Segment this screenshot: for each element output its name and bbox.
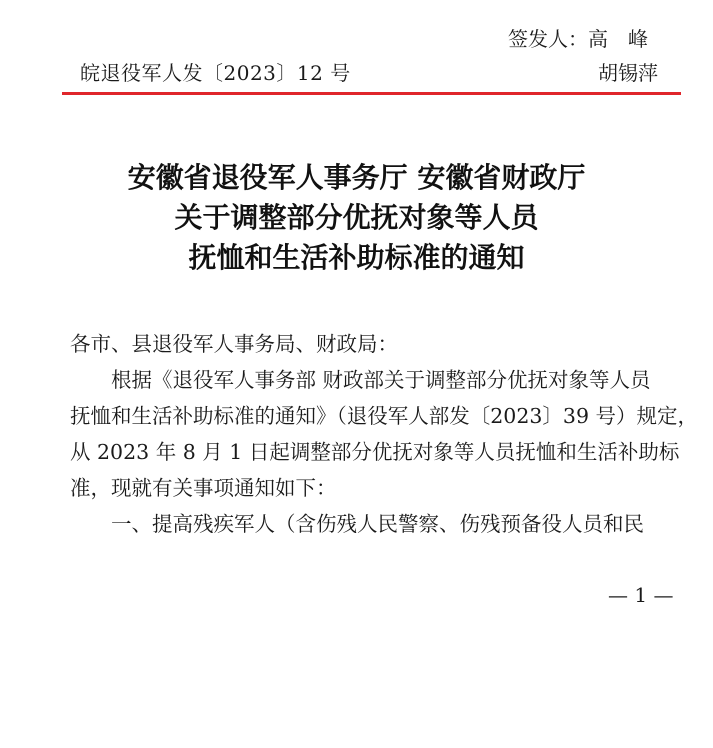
- page-number: — 1 —: [608, 583, 674, 607]
- paragraph-1-line-3: 从 2023 年 8 月 1 日起调整部分优抚对象等人员抚恤和生活补助标: [70, 440, 680, 464]
- paragraph-2-line-1: 一、提高残疾军人（含伤残人民警察、伤残预备役人员和民: [111, 512, 644, 536]
- title-line-1: 安徽省退役军人事务厅 安徽省财政厅: [127, 161, 586, 194]
- signer-name-secondary: 胡锡萍: [598, 61, 658, 85]
- title-line-3: 抚恤和生活补助标准的通知: [188, 241, 525, 274]
- title-line-2: 关于调整部分优抚对象等人员: [174, 201, 539, 234]
- signer-name-primary: 高 峰: [588, 27, 648, 51]
- paragraph-1-line-1: 根据《退役军人事务部 财政部关于调整部分优抚对象等人员: [111, 368, 651, 392]
- signer-line: [508, 24, 648, 54]
- red-separator-line: [62, 92, 681, 95]
- document-title: [0, 158, 713, 278]
- document-number: 皖退役军人发〔2023〕12 号: [80, 61, 351, 85]
- addressee: 各市、县退役军人事务局、财政局：: [70, 332, 398, 356]
- paragraph-1-line-2: 抚恤和生活补助标准的通知》（退役军人部发〔2023〕39 号）规定，: [70, 404, 699, 428]
- signer-label: 签发人：: [508, 27, 588, 51]
- document-body: [70, 326, 699, 542]
- paragraph-1-line-4: 准，现就有关事项通知如下：: [70, 476, 337, 500]
